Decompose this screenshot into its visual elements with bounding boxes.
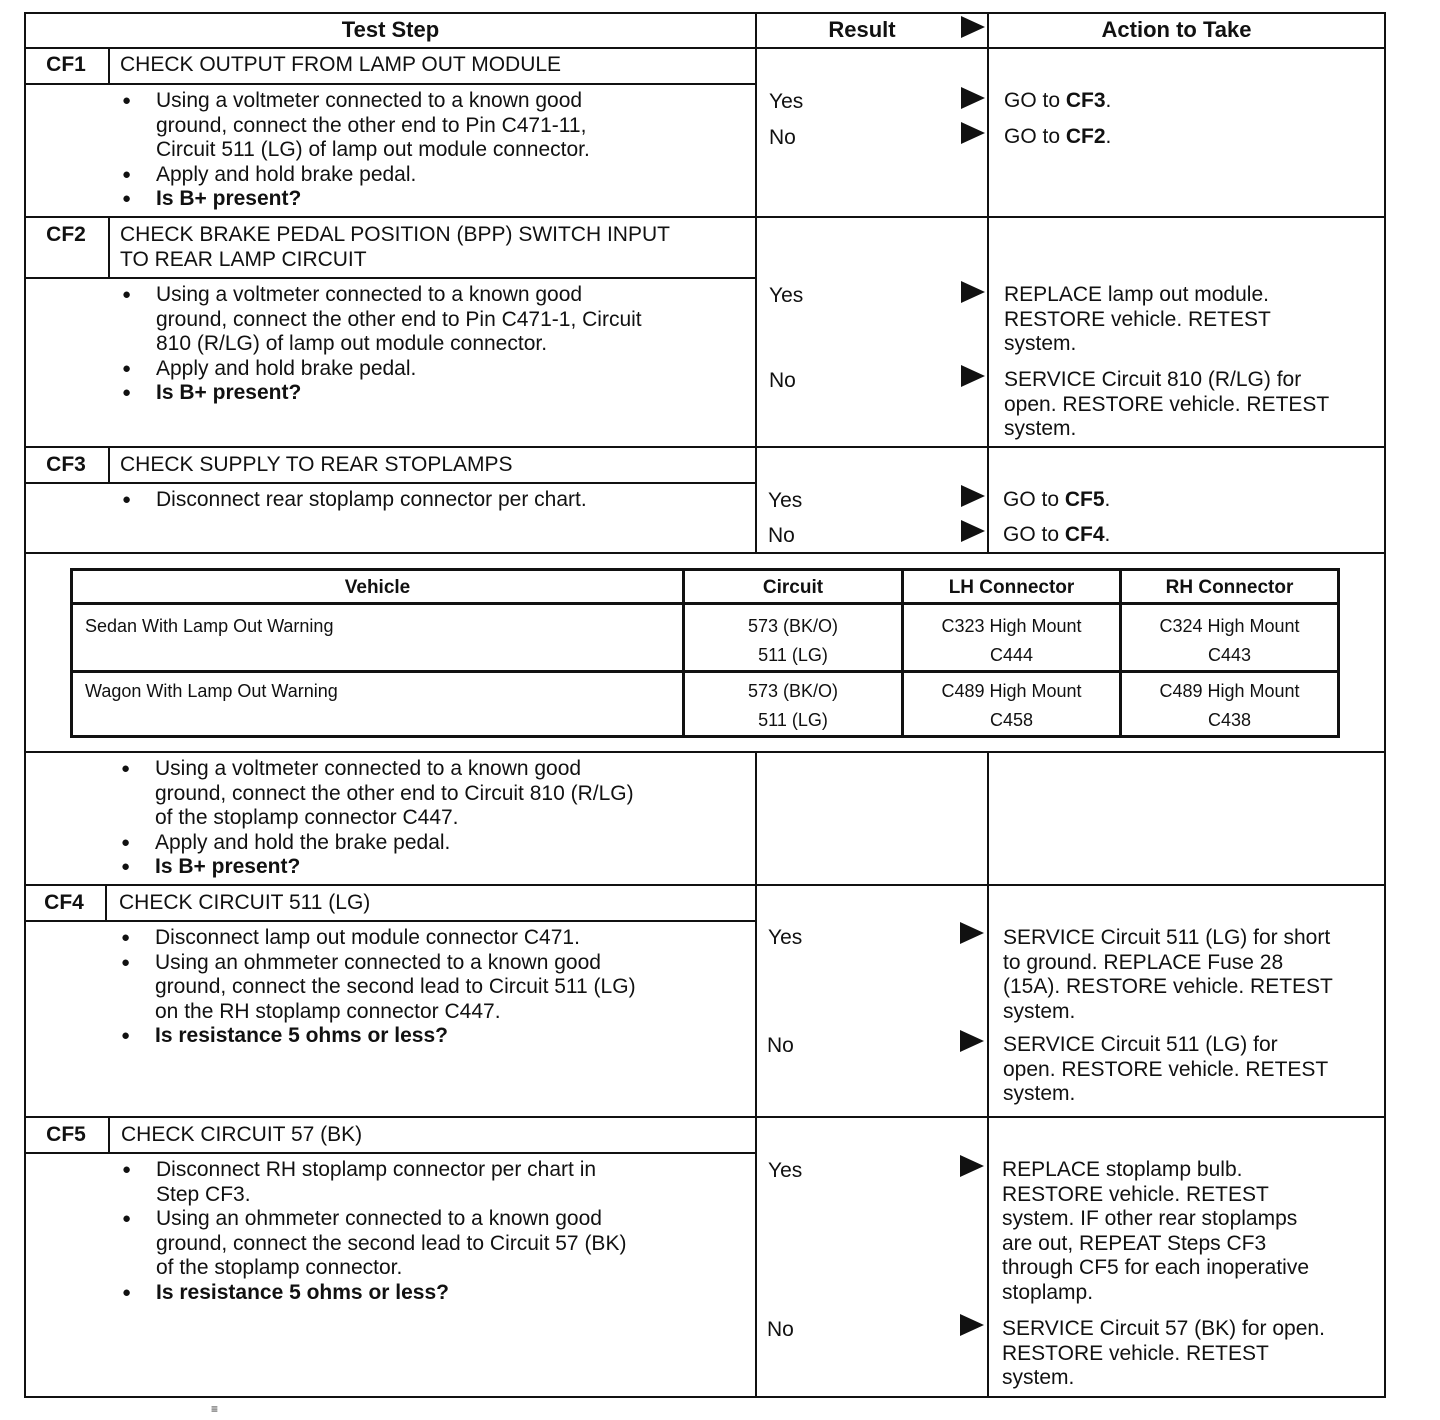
action-yes: GO to CF3. [1004, 89, 1112, 112]
instruction-question: ● Is resistance 5 ohms or less? [122, 1281, 626, 1306]
instruction-item: ● Using a voltmeter connected to a known good ground, connect the other end to Pin C471-11, Circuit 511 (LG) of lamp out module connector. [122, 89, 590, 163]
instruction-item: ● Using a voltmeter connected to a known good ground, connect the other end to Pin C471-1, Circuit 810 (R/LG) of lamp out module connector. [122, 283, 642, 357]
instruction-item: ● Apply and hold brake pedal. [122, 163, 590, 188]
step-id: CF1 [46, 53, 86, 76]
step-instructions-continued [121, 757, 634, 880]
step-title: CHECK SUPPLY TO REAR STOPLAMPS [120, 453, 513, 476]
step-title: CHECK CIRCUIT 57 (BK) [121, 1123, 363, 1146]
result-no: No [767, 1318, 794, 1341]
step-id: CF4 [44, 891, 84, 914]
arrow-icon [961, 520, 985, 542]
step-title: CHECK BRAKE PEDAL POSITION (BPP) SWITCH INPUT TO REAR LAMP CIRCUIT [120, 223, 670, 271]
instruction-item: ● Using an ohmmeter connected to a known good ground, connect the second lead to Circuit 511 (LG) on the RH stoplamp connector C447. [121, 951, 636, 1025]
lh-connector-cell: C489 High Mount C458 [941, 681, 1082, 730]
instruction-question: ● Is B+ present? [122, 381, 642, 406]
header-action: Action to Take [1101, 17, 1252, 42]
arrow-icon [960, 1314, 984, 1336]
step-id: CF2 [46, 223, 86, 246]
arrow-icon [961, 365, 985, 387]
arrow-icon [960, 1155, 984, 1177]
result-yes: Yes [768, 926, 803, 949]
circuit-cell: 573 (BK/O) 511 (LG) [747, 681, 839, 730]
action-no: GO to CF2. [1004, 125, 1112, 148]
action-yes: REPLACE lamp out module. RESTORE vehicle. RETEST system. [1004, 283, 1271, 355]
result-yes: Yes [769, 284, 804, 307]
action-yes: GO to CF5. [1003, 488, 1111, 511]
arrow-icon [961, 281, 985, 303]
step-id: CF3 [46, 453, 86, 476]
instruction-item: ● Apply and hold the brake pedal. [121, 831, 634, 856]
step-title: CHECK OUTPUT FROM LAMP OUT MODULE [120, 53, 562, 76]
arrow-icon [961, 485, 985, 507]
instruction-item: ● Disconnect lamp out module connector C471. [121, 926, 636, 951]
vehicle-cell: Wagon With Lamp Out Warning [85, 681, 338, 701]
instruction-question: ● Is B+ present? [122, 187, 590, 212]
arrow-icon [960, 1030, 984, 1052]
step-instructions [122, 89, 590, 212]
instruction-item: ● Disconnect RH stoplamp connector per chart in Step CF3. [122, 1158, 626, 1207]
step-instructions [122, 1158, 626, 1305]
arrow-icon [961, 122, 985, 144]
step-instructions [122, 488, 587, 513]
column-header-rh-connector: RH Connector [1165, 577, 1294, 598]
vehicle-cell: Sedan With Lamp Out Warning [85, 616, 334, 636]
header-test-step: Test Step [341, 17, 440, 42]
lh-connector-cell: C323 High Mount C444 [941, 616, 1082, 665]
column-header-circuit: Circuit [762, 577, 824, 598]
rh-connector-cell: C324 High Mount C443 [1159, 616, 1300, 665]
arrow-icon [960, 922, 984, 944]
result-yes: Yes [769, 90, 804, 113]
result-no: No [767, 1034, 794, 1057]
instruction-item: ● Using a voltmeter connected to a known good ground, connect the other end to Circuit 810 (R/LG) of the stoplamp connector C447. [121, 757, 634, 831]
step-instructions [121, 926, 636, 1049]
result-yes: Yes [768, 1159, 803, 1182]
arrow-icon [961, 87, 985, 109]
action-no: SERVICE Circuit 810 (R/LG) for open. RESTORE vehicle. RETEST system. [1004, 368, 1330, 440]
header-result: Result [828, 17, 896, 42]
step-id: CF5 [46, 1123, 86, 1146]
footer-mark: ≡ [211, 1402, 219, 1416]
step-instructions [122, 283, 642, 406]
result-no: No [769, 126, 796, 149]
instruction-item: ● Using an ohmmeter connected to a known good ground, connect the second lead to Circuit 57 (BK) of the stoplamp connector. [122, 1207, 626, 1281]
action-no: SERVICE Circuit 57 (BK) for open. RESTORE vehicle. RETEST system. [1002, 1317, 1325, 1389]
step-title: CHECK CIRCUIT 511 (LG) [119, 891, 371, 914]
action-yes: SERVICE Circuit 511 (LG) for short to ground. REPLACE Fuse 28 (15A). RESTORE vehicle. RETEST system. [1003, 926, 1333, 1023]
result-yes: Yes [768, 489, 803, 512]
column-header-lh-connector: LH Connector [948, 577, 1075, 598]
instruction-item: ● Disconnect rear stoplamp connector per chart. [122, 488, 587, 513]
instruction-item: ● Apply and hold brake pedal. [122, 357, 642, 382]
column-header-vehicle: Vehicle [344, 577, 411, 598]
header-arrow-icon [961, 16, 985, 38]
instruction-question: ● Is B+ present? [121, 855, 634, 880]
result-no: No [768, 524, 795, 547]
circuit-cell: 573 (BK/O) 511 (LG) [747, 616, 839, 665]
result-no: No [769, 369, 796, 392]
action-yes: REPLACE stoplamp bulb. RESTORE vehicle. RETEST system. IF other rear stoplamps are out, REPEAT Steps CF3 through CF5 for each inoperative stoplamp. [1002, 1158, 1310, 1304]
action-no: GO to CF4. [1003, 523, 1111, 546]
instruction-question: ● Is resistance 5 ohms or less? [121, 1024, 636, 1049]
action-no: SERVICE Circuit 511 (LG) for open. RESTORE vehicle. RETEST system. [1003, 1033, 1329, 1105]
rh-connector-cell: C489 High Mount C438 [1159, 681, 1300, 730]
